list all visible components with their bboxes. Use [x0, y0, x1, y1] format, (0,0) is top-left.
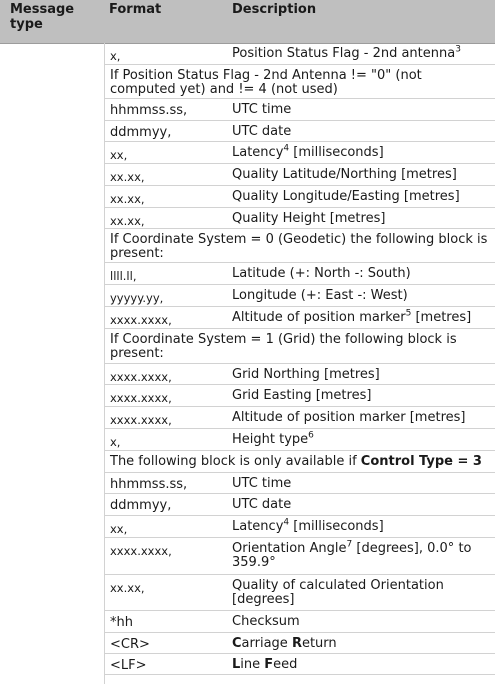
format-cell: xxxx.xxxx,	[110, 370, 172, 384]
format-cell: *hh	[110, 615, 133, 630]
description-cell	[232, 498, 487, 512]
table-row	[105, 121, 495, 142]
table-row	[105, 186, 495, 208]
footnote-ref: 7	[346, 539, 353, 550]
description-text: Latency	[232, 519, 284, 534]
description-text: Latitude (+: North -: South)	[232, 266, 411, 281]
description-cell	[232, 308, 487, 325]
description-cell	[232, 103, 487, 117]
description-part: eturn	[301, 636, 337, 651]
description-cell	[232, 658, 487, 672]
description-text: Quality Height [metres]	[232, 211, 386, 226]
description-text-after: [milliseconds]	[289, 145, 384, 160]
table-row	[105, 633, 495, 654]
description-text: UTC date	[232, 497, 292, 512]
table-header	[0, 0, 495, 44]
description-text-after: [degrees], 0.0° to 359.9°	[232, 541, 472, 570]
header-message-type: Message type	[10, 2, 75, 32]
condition-row	[105, 451, 495, 473]
table-row	[105, 263, 495, 285]
description-part: F	[264, 657, 274, 672]
description-cell	[232, 517, 487, 534]
description-cell	[232, 411, 487, 425]
footnote-ref: 5	[405, 308, 412, 319]
table-row	[105, 208, 495, 229]
condition-text-part: If Position Status Flag - 2nd Antenna != "0" (not computed yet) and != 4 (not used)	[110, 68, 422, 97]
description-cell	[232, 368, 487, 382]
format-cell: xx,	[110, 522, 128, 536]
description-cell	[232, 267, 487, 281]
condition-text	[110, 233, 490, 261]
table-row	[105, 494, 495, 516]
description-cell	[232, 615, 487, 629]
description-text: Quality of calculated Orientation [degrees]	[232, 578, 444, 607]
format-cell: xx.xx,	[110, 581, 145, 595]
description-text: UTC time	[232, 102, 292, 117]
description-cell	[232, 143, 487, 160]
description-part: ine	[240, 657, 265, 672]
footnote-ref: 4	[283, 143, 290, 154]
format-cell: x,	[110, 49, 121, 63]
description-text: Longitude (+: East -: West)	[232, 288, 408, 303]
description-text: Grid Northing [metres]	[232, 367, 380, 382]
format-cell: xx.xx,	[110, 214, 145, 228]
format-cell: xx.xx,	[110, 170, 145, 184]
description-text: Grid Easting [metres]	[232, 388, 372, 403]
description-cell	[232, 539, 487, 570]
table-row	[105, 385, 495, 407]
description-cell	[232, 477, 487, 491]
footnote-ref: 3	[455, 44, 461, 55]
description-cell	[232, 430, 487, 447]
condition-row	[105, 229, 495, 263]
header-format: Format	[109, 2, 162, 17]
description-part: R	[291, 636, 302, 651]
description-cell	[232, 190, 487, 204]
description-text: Latency	[232, 145, 284, 160]
condition-text	[110, 69, 490, 97]
description-text: Altitude of position marker [metres]	[232, 410, 466, 425]
description-cell	[232, 212, 487, 226]
format-cell: <LF>	[110, 658, 147, 673]
description-cell	[232, 579, 487, 607]
condition-row	[105, 329, 495, 364]
description-part: L	[232, 657, 241, 672]
condition-text	[110, 455, 490, 469]
format-cell: yyyyy.yy,	[110, 291, 164, 305]
description-part: arriage	[241, 636, 292, 651]
table-row	[105, 164, 495, 186]
format-cell: x,	[110, 435, 121, 449]
format-cell: hhmmss.ss,	[110, 477, 188, 492]
format-cell: xxxx.xxxx,	[110, 544, 172, 558]
table-row	[105, 142, 495, 164]
table-row	[105, 473, 495, 494]
description-text: Quality Latitude/Northing [metres]	[232, 167, 457, 182]
footnote-ref: 4	[283, 517, 290, 528]
condition-text-part: If Coordinate System = 0 (Geodetic) the following block is present:	[110, 232, 488, 261]
table-body	[105, 43, 495, 675]
description-text-after: [metres]	[411, 310, 472, 325]
description-text: Quality Longitude/Easting [metres]	[232, 189, 460, 204]
description-text: UTC time	[232, 476, 292, 491]
description-cell	[232, 168, 487, 182]
format-cell: ddmmyy,	[110, 498, 172, 513]
format-cell: xx.xx,	[110, 192, 145, 206]
table-row	[105, 611, 495, 633]
format-cell: xxxx.xxxx,	[110, 313, 172, 327]
description-cell	[232, 389, 487, 403]
format-cell: <CR>	[110, 637, 150, 652]
table-row	[105, 538, 495, 575]
condition-text-part: If Coordinate System = 1 (Grid) the following block is present:	[110, 332, 457, 361]
format-cell: xxxx.xxxx,	[110, 391, 172, 405]
description-text: UTC date	[232, 124, 292, 139]
table-row	[105, 654, 495, 675]
description-text: Checksum	[232, 614, 300, 629]
table-row	[105, 516, 495, 538]
format-cell: ddmmyy,	[110, 125, 172, 140]
condition-row	[105, 65, 495, 99]
description-text: Position Status Flag - 2nd antenna	[232, 46, 456, 61]
table-row	[105, 99, 495, 121]
table-row	[105, 407, 495, 429]
description-text: Height type	[232, 432, 309, 447]
table-row	[105, 307, 495, 329]
format-cell: xxxx.xxxx,	[110, 413, 172, 427]
condition-emphasis: Control Type = 3	[360, 454, 482, 469]
table-row	[105, 285, 495, 307]
table-row	[105, 575, 495, 611]
description-part: C	[232, 636, 242, 651]
format-cell: hhmmss.ss,	[110, 103, 188, 118]
description-text: Orientation Angle	[232, 541, 347, 556]
format-cell: llll.ll,	[110, 269, 137, 283]
condition-text	[110, 333, 490, 361]
table-row	[105, 43, 495, 65]
footnote-ref: 6	[308, 430, 314, 441]
description-part: eed	[273, 657, 298, 672]
condition-text-part: The following block is only available if	[110, 454, 361, 469]
description-text: Altitude of position marker	[232, 310, 406, 325]
header-description: Description	[232, 2, 317, 17]
description-cell	[232, 125, 487, 139]
description-cell	[232, 637, 487, 651]
description-cell	[232, 289, 487, 303]
format-cell: xx,	[110, 148, 128, 162]
table-row	[105, 429, 495, 451]
description-cell	[232, 44, 487, 61]
description-text-after: [milliseconds]	[289, 519, 384, 534]
table-row	[105, 364, 495, 385]
